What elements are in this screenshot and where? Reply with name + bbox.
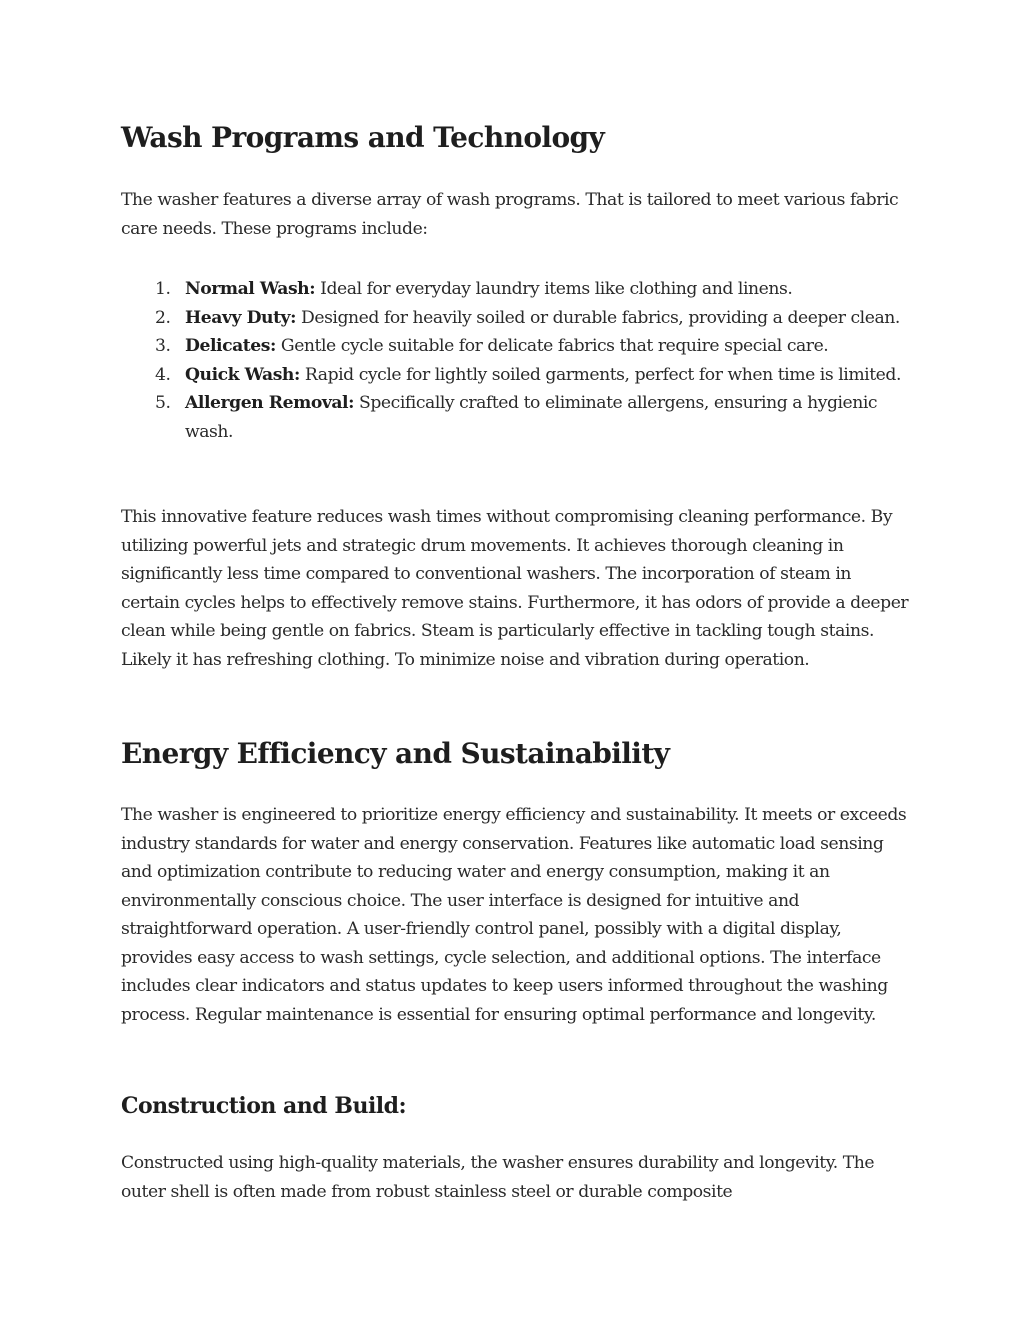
program-name: Normal Wash: — [185, 279, 316, 299]
program-description: Rapid cycle for lightly soiled garments, perfect for when time is limited. — [299, 364, 901, 385]
section-heading-energy-efficiency: Energy Efficiency and Sustainability — [121, 737, 670, 770]
list-number: 3. — [155, 336, 171, 356]
list-item — [155, 361, 911, 390]
program-description: Gentle cycle suitable for delicate fabrics that require special care. — [275, 336, 829, 356]
list-item — [155, 304, 911, 333]
program-name: Quick Wash: — [185, 364, 300, 385]
program-name: Delicates: — [185, 336, 276, 356]
list-number: 2. — [155, 307, 171, 328]
section-heading-wash-programs: Wash Programs and Technology — [121, 121, 605, 154]
list-number: 5. — [155, 393, 171, 413]
program-description: Designed for heavily soiled or durable fabrics, providing a deeper clean. — [296, 307, 900, 328]
construction-paragraph: Constructed using high-quality materials, the washer ensures durability and longevity. The outer shell is often made from robust stainless steel or durable composite — [121, 1153, 875, 1202]
feature-paragraph: This innovative feature reduces wash times without compromising cleaning performance. By utilizing powerful jets and strategic drum movements. It achieves thorough cleaning in significantly less time compared to conventional washers. The incorporation of steam in certain cycles helps to effectively remove stains. Furthermore, it has odors of provide a deeper clean while being gentle on fabrics. Steam is particularly effective in tackling tough stains. Likely it has refreshing clothing. To minimize noise and vibration during operation. — [121, 507, 909, 670]
intro-paragraph: The washer features a diverse array of wash programs. That is tailored to meet various fabric care needs. These programs include: — [121, 190, 899, 239]
list-number: 4. — [155, 364, 171, 385]
list-item — [155, 389, 911, 446]
program-name: Heavy Duty: — [185, 307, 296, 328]
wash-programs-list — [121, 275, 911, 446]
program-description: Specifically crafted to eliminate allergens, ensuring a hygienic wash. — [185, 393, 878, 442]
section-heading-construction: Construction and Build: — [121, 1093, 407, 1119]
list-number: 1. — [155, 279, 171, 299]
program-description: Ideal for everyday laundry items like clothing and linens. — [315, 279, 793, 299]
list-item — [155, 275, 911, 304]
program-name: Allergen Removal: — [185, 393, 355, 413]
list-item — [155, 332, 911, 361]
energy-paragraph: The washer is engineered to prioritize energy efficiency and sustainability. It meets or exceeds industry standards for water and energy conservation. Features like automatic load sensing and optimization contribute to reducing water and energy consumption, making it an environmentally conscious choice. The user interface is designed for intuitive and straightforward operation. A user-friendly control panel, possibly with a digital display, provides easy access to wash settings, cycle selection, and additional options. The interface includes clear indicators and status updates to keep users informed throughout the washing process. Regular maintenance is essential for ensuring optimal performance and longevity. — [121, 805, 907, 1025]
